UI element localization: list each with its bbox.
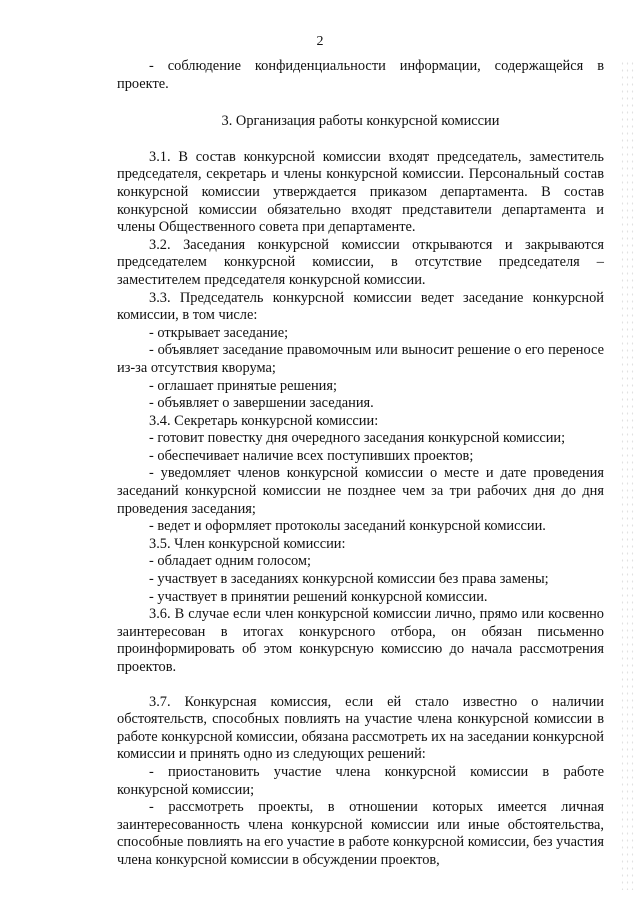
paragraph: 3.6. В случае если член конкурсной комиссии лично, прямо или косвенно заинтересован в итогах конкурсного отбора, он обязан письменно проинформировать об этом конкурсную комиссию до начала рассмотрения проектов. bbox=[117, 606, 604, 675]
list-item: - оглашает принятые решения; bbox=[149, 377, 337, 394]
list-item: - объявляет заседание правомочным или выносит решение о его переносе из-за отсутствия кворума; bbox=[117, 342, 604, 376]
paragraph: 3.1. В состав конкурсной комиссии входят председатель, заместитель председателя, секретарь и члены конкурсной комиссии. Персональный состав конкурсной комиссии утверждается приказом департамента. В состав конкурсной комиссии обязательно входят представители департамента и члены Общественного совета при департаменте. bbox=[117, 148, 604, 236]
page-number: 2 bbox=[316, 34, 324, 49]
list-item: - готовит повестку дня очередного заседания конкурсной комиссии; bbox=[149, 430, 566, 447]
document-body bbox=[117, 58, 604, 870]
list-item: - открывает заседание; bbox=[149, 324, 289, 341]
paragraph: 3.7. Конкурсная комиссия, если ей стало известно о наличии обстоятельств, способных повлиять на участие члена конкурсной комиссии в работе конкурсной комиссии, обязана рассмотреть их на заседании конкурсной комиссии и принять одно из следующих решений: bbox=[117, 693, 604, 763]
section-heading: 3. Организация работы конкурсной комиссии bbox=[221, 113, 500, 130]
paragraph: 3.2. Заседания конкурсной комиссии открываются и закрываются председателем конкурсной комиссии, в отсутствие председателя – заместителем председателя конкурсной комиссии. bbox=[117, 236, 604, 288]
paragraph: - соблюдение конфиденциальности информации, содержащейся в проекте. bbox=[117, 58, 604, 92]
list-item: - приостановить участие члена конкурсной комиссии в работе конкурсной комиссии; bbox=[117, 763, 604, 798]
list-item: - уведомляет членов конкурсной комиссии о месте и дате проведения заседаний конкурсной комиссии не позднее чем за три рабочих дня до дня проведения заседания; bbox=[117, 465, 604, 517]
list-item: - рассмотреть проекты, в отношении которых имеется личная заинтересованность члена конкурсной комиссии или иные обстоятельства, способные повлиять на его участие в работе конкурсной комиссии, без участия члена конкурсной комиссии в обсуждении проектов, bbox=[117, 799, 604, 868]
list-item: - обладает одним голосом; bbox=[149, 553, 312, 570]
paragraph: 3.5. Член конкурсной комиссии: bbox=[149, 535, 346, 552]
list-item: - участвует в принятии решений конкурсной комиссии. bbox=[149, 588, 488, 605]
list-item: - ведет и оформляет протоколы заседаний конкурсной комиссии. bbox=[149, 518, 546, 535]
scan-edge-noise bbox=[620, 60, 634, 890]
paragraph: 3.4. Секретарь конкурсной комиссии: bbox=[149, 412, 379, 429]
list-item: - обеспечивает наличие всех поступивших проектов; bbox=[149, 447, 474, 464]
paragraph: 3.3. Председатель конкурсной комиссии ведет заседание конкурсной комиссии, в том числе: bbox=[117, 289, 604, 324]
list-item: - объявляет о завершении заседания. bbox=[149, 395, 374, 412]
list-item: - участвует в заседаниях конкурсной комиссии без права замены; bbox=[149, 571, 549, 588]
